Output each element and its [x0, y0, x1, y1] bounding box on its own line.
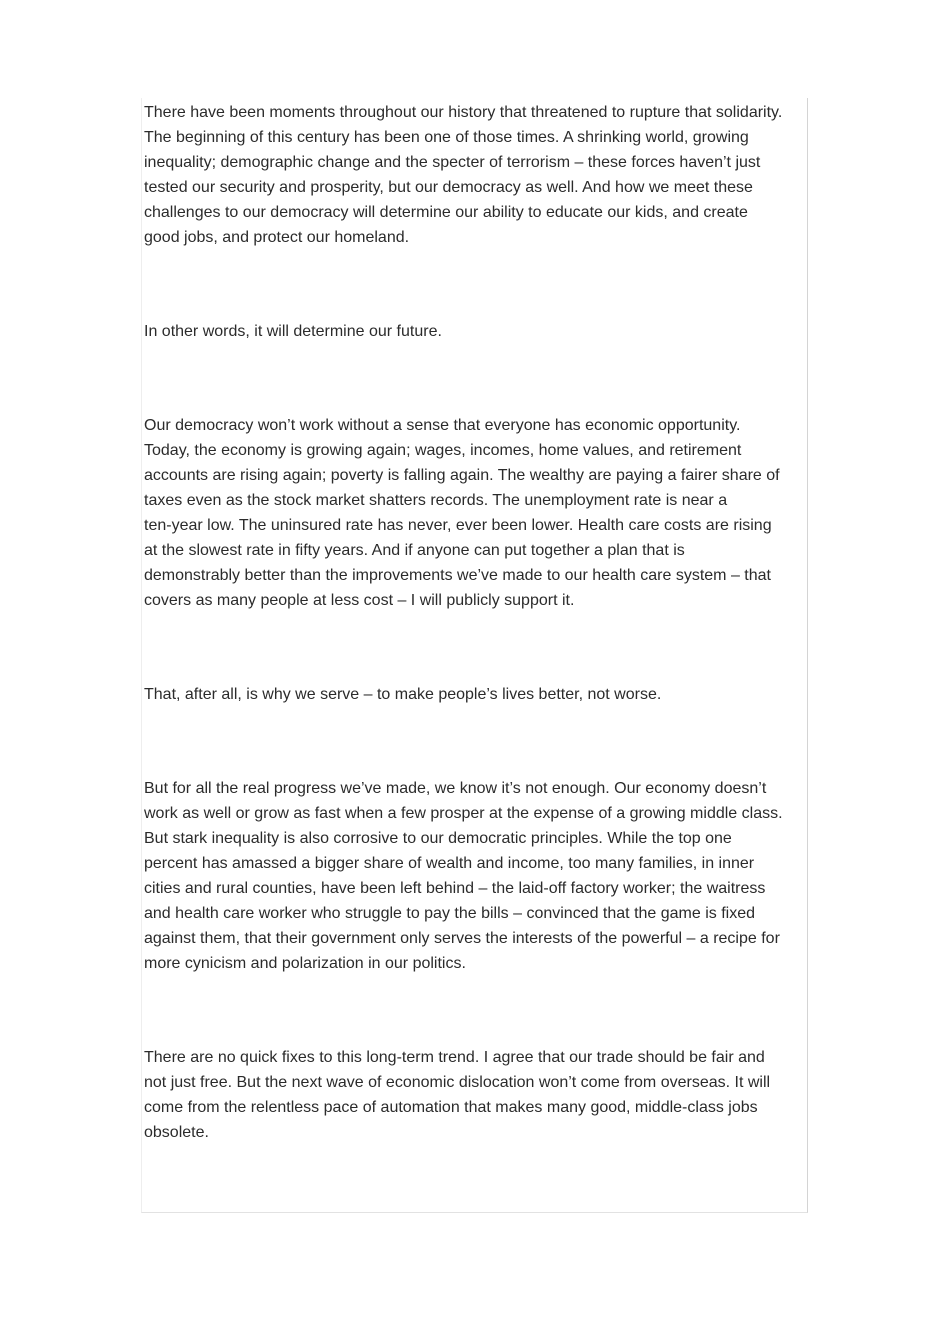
paragraph-economic-opportunity: Our democracy won’t work without a sense that everyone has economic opportunity. Today, the economy is growing again; wages, incomes, home values, and retirement accounts are rising again; poverty is falling again. The wealthy are paying a fairer share of taxes even as the stock market shatters records. The unemployment rate is near a ten-year low. The uninsured rate has never, ever been lower. Health care costs are rising at the slowest rate in fifty years. And if anyone can put together a plan that is demonstrably better than the improvements we’ve made to our health care system – that covers as many people at less cost – I will publicly support it. [144, 417, 780, 609]
paragraph-future: In other words, it will determine our future. [144, 323, 442, 340]
document-body [144, 100, 834, 1145]
paragraph-spacer [144, 976, 834, 1045]
paragraph-why-we-serve: That, after all, is why we serve – to make people’s lives better, not worse. [144, 686, 662, 703]
paragraph-solidarity: There have been moments throughout our history that threatened to rupture that solidarity. The beginning of this century has been one of those times. A shrinking world, growing inequality; demographic change and the specter of terrorism – these forces haven’t just tested our security and prosperity, but our democracy as well. And how we meet these challenges to our democracy will determine our ability to educate our kids, and create good jobs, and protect our homeland. [144, 104, 783, 246]
paragraph-spacer [144, 707, 834, 776]
paragraph-spacer [144, 613, 834, 682]
paragraph-inequality: But for all the real progress we’ve made, we know it’s not enough. Our economy doesn’t work as well or grow as fast when a few prosper at the expense of a growing middle class. But stark inequality is also corrosive to our democratic principles. While the top one percent has amassed a bigger share of wealth and income, too many families, in inner cities and rural counties, have been left behind – the laid-off factory worker; the waitress and health care worker who struggle to pay the bills – convinced that the game is fixed against them, that their government only serves the interests of the powerful – a recipe for more cynicism and polarization in our politics. [144, 780, 783, 972]
paragraph-spacer [144, 250, 834, 319]
paragraph-spacer [144, 344, 834, 413]
paragraph-automation: There are no quick fixes to this long-term trend. I agree that our trade should be fair and not just free. But the next wave of economic dislocation won’t come from overseas. It will come from the relentless pace of automation that makes many good, middle-class jobs obsolete. [144, 1049, 771, 1141]
